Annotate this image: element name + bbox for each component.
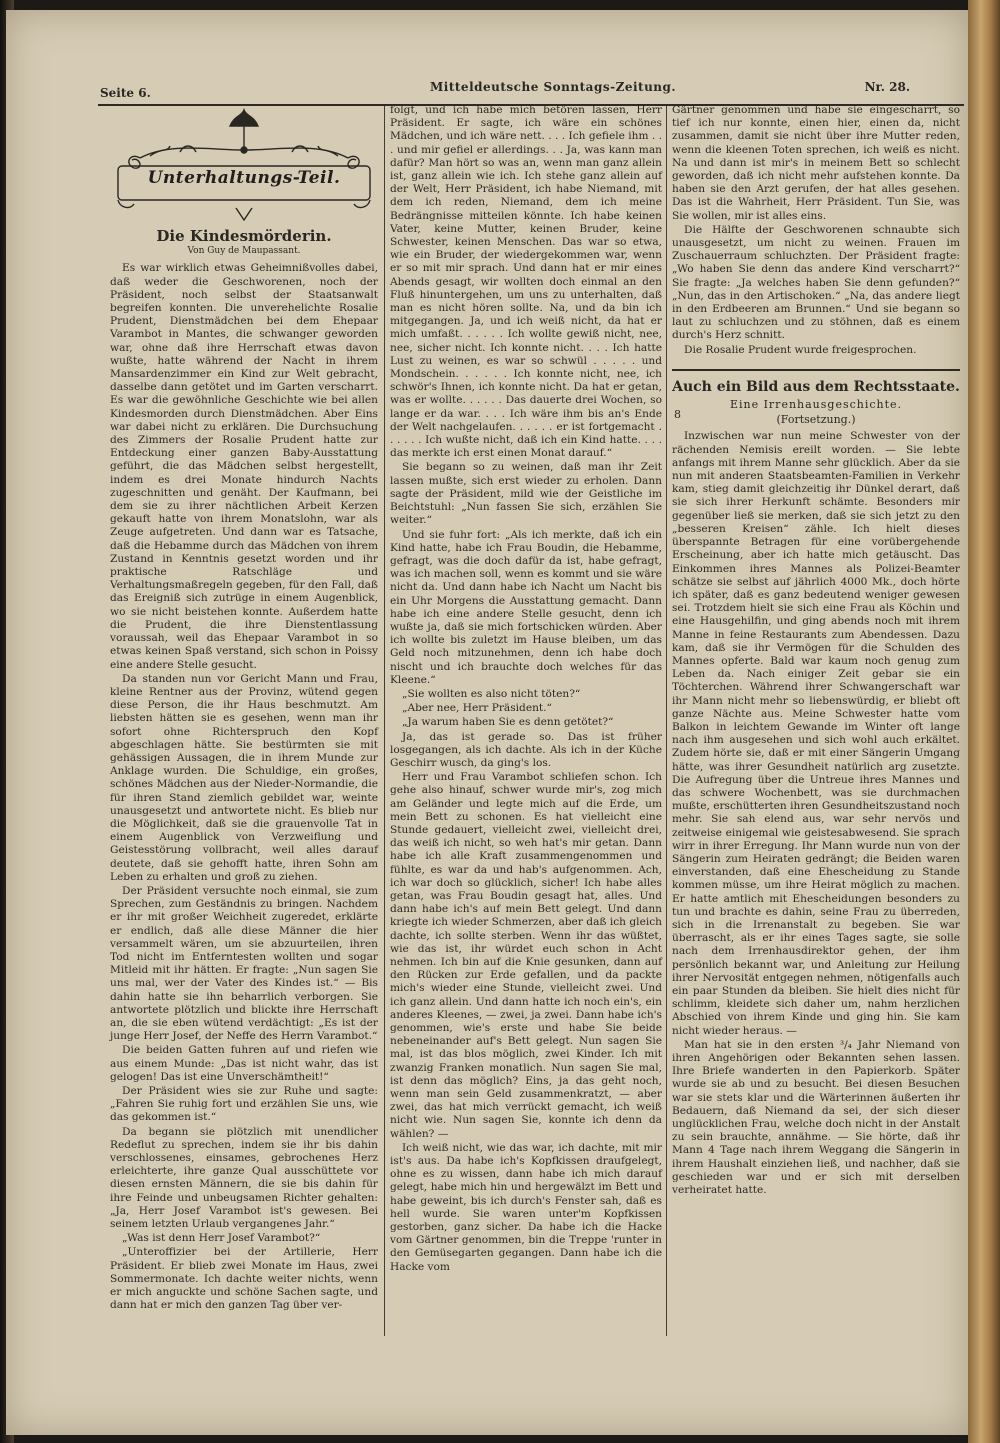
- paragraph: Da begann sie plötzlich mit unendlicher Redeflut zu sprechen, indem sie ihr bis dahin verschlossenes, einsames, gebrochenes Herz erleichterte, ihre ganze Qual ausschüttete vor diesen ernsten Männern, die sie bis dahin für ihre Feinde und unbeugsamen Richter gehalten: „Ja, Herr Josef Varambot ist's gewesen. Bei seinem letzten Urlaub vergangenes Jahr.“: [110, 1125, 378, 1231]
- paragraph: Ja, das ist gerade so. Das ist früher losgegangen, als ich dachte. Als ich in der Küche Geschirr wusch, da ging's los.: [390, 730, 662, 769]
- paragraph: „Was ist denn Herr Josef Varambot?“: [122, 1232, 321, 1245]
- column-divider: [666, 106, 667, 1336]
- paragraph: Inzwischen war nun meine Schwester von der rächenden Nemisis ereilt worden. — Sie lebte anfangs mit ihrem Manne sehr glücklich. Aber da sie nun mit anderen Staatsbeamten-Familien in Verkehr kam, stieg damit gleichzeitig ihr Dünkel derart, daß sie sich ihrer Herkunft schämte. Besonders mir gegenüber ließ sie merken, daß sie sich jetzt zu den „besseren Kreisen“ zähle. Ich hielt dieses überspannte Betragen für eine vorübergehende Erscheinung, aber ich hatte mich getäuscht. Das Einkommen ihres Mannes als Polizei-Beamter schätze sie selbst auf jährlich 4000 Mk., doch hörte ich später, daß es ganz bedeutend weniger gewesen sei. Trotzdem hielt sie sich eine Frau als Köchin und eine Hausgehilfin, und ging abends noch mit ihrem Manne in feine Restaurants zum Abendessen. Dazu kam, daß sie ihr Vermögen für die Schulden des Mannes opferte. Bald war kaum noch genug zum Leben da. Nach einiger Zeit gebar sie ein Töchterchen. Während ihrer Schwangerschaft war ihr Mann nicht mehr so liebenswürdig, er bliebt oft ganze Nächte aus. Meine Schwester hatte vom Balkon in leichtem Gewande im Winter oft lange nach ihm ausgesehen und sich wohl auch erkältet. Zudem hörte sie, daß er mit einer Sängerin Umgang hätte, was ihrer Gesundheit natürlich arg zusetzte. Die Aufregung über die Untreue ihres Mannes und das schwere Wochenbett, was sie durchmachen mußte, erschütterten ihren Gesundheitszustand noch mehr. Sie sah elend aus, war sehr nervös und zeitweise einigemal wie geistesabwesend. Sie sprach wirr in ihrer Erregung. Ihr Mann wurde nun von der Sängerin zum Heiraten gedrängt; die Beiden waren einverstanden, daß eine Ehescheidung zu Stande kommen müsse, um ihre Heirat möglich zu machen. Er hatte amtlich mit Ehescheidungen besonders zu tun und brachte es dahin, seine Frau zu überreden, sich in die Irrenanstalt zu begeben. Sie war überrascht, als er ihr eines Tages sagte, sie solle nach dem Irrenhausdirektor gehen, der ihm persönlich bekannt war, und Anleitung zur Heilung ihrer Nervosität entgegen nehmen, nötigenfalls auch ein paar Stunden da bleiben. Sie hielt dies nicht für schlimm, kleidete sich daher um, nahm herzlichen Abschied von ihrem Kinde und ging hin. Sie kam nicht wieder heraus. —: [672, 430, 960, 1037]
- paragraph: „Ja warum haben Sie es denn getötet?“: [402, 716, 614, 729]
- issue-number: Nr. 28.: [864, 80, 910, 94]
- column-2: [390, 104, 662, 1275]
- article-separator: [672, 369, 960, 371]
- newspaper-title: Mitteldeutsche Sonntags-Zeitung.: [430, 80, 677, 94]
- article-title: Auch ein Bild aus dem Rechtsstaate.: [672, 378, 960, 395]
- article-byline: Von Guy de Maupassant.: [187, 246, 301, 257]
- paragraph: Und sie fuhr fort: „Als ich merkte, daß ich ein Kind hatte, habe ich Frau Boudin, die Hebamme, gefragt, was die doch dafür da ist, habe gefragt, was ich machen soll, wenn es kommt und sie wäre nicht da. Und dann habe ich Nacht um Nacht bis ein Uhr Morgens die Ausstattung gemacht. Dann habe ich eine andere Stelle gesucht, denn ich wußte ja, daß sie mich fortschicken würden. Aber ich wollte bis zuletzt im Hause bleiben, um das Geld noch mitzunehmen, denn ich habe doch nischt und ich brauchte doch welches für das Kleene.“: [390, 528, 662, 686]
- paragraph: Man hat sie in den ersten ³/₄ Jahr Niemand von ihren Angehörigen oder Bekannten sehen lassen. Ihre Briefe wanderten in den Papierkorb. Später wurde sie ab und zu besucht. Bei diesen Besuchen war sie stets klar und die Wärterinnen äußerten ihr Bedauern, daß Niemand da sei, der sich dieser unglücklichen Frau, welche doch nicht in der Anstalt zu sein brauchte, annähme. — Sie hörte, daß ihr Mann 4 Tage nach ihrem Weggang die Sängerin in ihrem Haushalt einziehen ließ, und nachher, daß sie geschieden war und er sich mit derselben verheiratet hatte.: [672, 1038, 960, 1197]
- paragraph: Es war wirklich etwas Geheimnißvolles dabei, daß weder die Geschworenen, noch der Präsident, noch selbst der Staatsanwalt begreifen konnten. Die unverehelichte Rosalie Prudent, Dienstmädchen bei dem Ehepaar Varambot in Mantes, die schwanger geworden war, ohne daß ihre Herrschaft etwas davon wußte, hatte während der Nacht in ihrem Mansardenzimmer ein Kind zur Welt gebracht, dasselbe dann getötet und im Garten verscharrt. Es war die gewöhnliche Geschichte wie bei allen Kindesmorden durch Dienstmädchen. Aber Eins war dabei nicht zu erklären. Die Durchsuchung des Zimmers der Rosalie Prudent hatte zur Entdeckung einer ganzen Baby-Ausstattung geführt, die das Mädchen selbst hergestellt, indem es drei Monate hindurch Nachts zugeschnitten und genäht. Der Kaufmann, bei dem sie zu ihrer nächtlichen Arbeit Kerzen gekauft hatte von ihrem Monatslohn, war als Zeuge aufgetreten. Und dann war es Tatsache, daß die Hebamme durch das Mädchen von ihrem Zustand in Kenntnis gesetzt worden und ihr praktische Ratschläge und Verhaltungsmaßregeln gegeben, für den Fall, daß das Ereigniß sich zutrüge in einem Augenblick, wo sie nicht beistehen konnte. Außerdem hatte die Prudent, die ihre Dienstentlassung voraussah, weil das Ehepaar Varambot in so etwas keinen Spaß verstand, sich schon in Poissy eine andere Stelle gesucht.: [110, 262, 378, 671]
- column-3: [672, 104, 960, 1198]
- paragraph: „Unteroffizier bei der Artillerie, Herr Präsident. Er blieb zwei Monate im Haus, zwei Sommermonate. Ich dachte weiter nichts, wenn er mich anguckte und schöne Sachen sagte, und dann hat er mich den ganzen Tag über ver-: [110, 1246, 378, 1312]
- page-number: Seite 6.: [100, 86, 151, 100]
- paragraph: Gärtner genommen und habe sie eingescharrt, so tief ich nur konnte, einen hier, einen da, nicht zusammen, damit sie nicht über ihre Mutter reden, wenn die kleenen Toten sprechen, ich weiß es nicht. Na und dann ist mir's in meinem Bett so schlecht geworden, daß ich nicht mehr aufstehen konnte. Da haben sie den Arzt gerufen, der hat alles gesehen. Das ist die Wahrheit, Herr Präsident. Tun Sie, was Sie wollen, mir ist alles eins.: [672, 104, 960, 222]
- paragraph: Sie begann so zu weinen, daß man ihr Zeit lassen mußte, sich erst wieder zu erholen. Dann sagte der Präsident, mild wie der Geistliche im Beichtstuhl: „Nun fassen Sie sich, erzählen Sie weiter.“: [390, 461, 662, 527]
- paragraph: „Aber nee, Herr Präsident.“: [402, 702, 552, 715]
- installment-number: 8: [674, 408, 682, 422]
- ornament-frame-icon: [110, 108, 378, 224]
- paragraph: Die beiden Gatten fuhren auf und riefen wie aus einem Munde: „Das ist nicht wahr, das ist gelogen! Das ist eine Unverschämtheit!“: [110, 1044, 378, 1083]
- column-1: [110, 108, 378, 1313]
- book-edge: [968, 0, 1000, 1443]
- paragraph: Der Präsident versuchte noch einmal, sie zum Sprechen, zum Geständnis zu bringen. Nachdem er ihr mit großer Weichheit zugeredet, erklärte er endlich, daß alle diese Männer die hier versammelt wären, um sie abzuurteilen, ihren Tod nicht im Entferntesten wollten und sogar Mitleid mit ihr hätten. Er fragte: „Nun sagen Sie uns mal, wer der Vater des Kindes ist.“ — Bis dahin hatte sie ihn beharrlich verborgen. Sie antwortete plötzlich und blickte ihre Herrschaft an, die sie eben wütend verdächtigt: „Es ist der junge Herr Josef, der Neffe des Herrn Varambot.“: [110, 884, 378, 1043]
- continued-label: (Fortsetzung.): [776, 413, 856, 427]
- section-title: Unterhaltungs-Teil.: [147, 168, 341, 188]
- paragraph: Die Rosalie Prudent wurde freigesprochen.: [684, 343, 917, 356]
- subtitle-text: Eine Irrenhausgeschichte.: [729, 398, 903, 412]
- paragraph: Ich weiß nicht, wie das war, ich dachte, mit mir ist's aus. Da habe ich's Kopfkissen draufgelegt, ohne es zu wissen, dann habe ich mich darauf gelegt, habe mich hin und hergewälzt im Bett und habe geweint, bis ich durch's Fenster sah, daß es hell wurde. Sie waren unter'm Kopfkissen gestorben, ganz sicher. Da habe ich die Hacke vom Gärtner genommen, bin die Treppe 'runter in den Gemüsegarten gegangen. Dann habe ich die Hacke vom: [390, 1141, 662, 1273]
- page-header: [100, 80, 910, 104]
- paragraph: Die Hälfte der Geschworenen schnaubte sich unausgesetzt, um nicht zu weinen. Frauen im Zuschauerraum schluchzten. Der Präsident fragte: „Wo haben Sie denn das andere Kind verscharrt?“ Sie fragte: „Ja welches haben Sie denn gefunden?“ „Nun, das in den Artischoken.“ „Na, das andere liegt in den Erdbeeren am Brunnen.“ Und sie begann so laut zu schluchzen und zu stöhnen, daß es einem durch's Herz schnitt.: [672, 223, 960, 342]
- paragraph: folgt, und ich habe mich betören lassen, Herr Präsident. Er sagte, ich wäre ein schönes Mädchen, und ich wäre nett. . . . Ich gefiele ihm . . . und mir gefiel er allerdings. . . Ja, was kann man dafür? Man hört so was an, wenn man ganz allein ist, ganz allein wie ich. Ich stehe ganz allein auf der Welt, Herr Präsident, ich habe Niemand, mit dem ich reden, Niemand, dem ich meine Bedrängnisse mitteilen könnte. Ich habe keinen Vater, keine Mutter, keinen Bruder, keine Schwester, keinen Menschen. Das war so etwa, wie ein Bruder, der wiedergekommen war, wenn er so mit mir sprach. Und dann hat er mir eines Abends gesagt, wir wollten doch einmal an den Fluß hinuntergehen, um uns zu unterhalten, daß man es nicht hören sollte. Na, und da bin ich mitgegangen. Ja, und ich weiß nicht, da hat er mich umfaßt. . . . . . Ich wollte gewiß nicht, nee, nee, sicher nicht. Ich konnte nicht. . . . Ich hatte Lust zu weinen, es war so schwül . . . . . und Mondschein. . . . . . Ich konnte nicht, nee, ich schwör's Ihnen, ich konnte nicht. Da hat er getan, was er wollte. . . . . . Das dauerte drei Wochen, so lange er da war. . . . Ich wäre ihm bis an's Ende der Welt nachgelaufen. . . . . . er ist fortgemacht . . . . . . Ich wußte nicht, daß ich ein Kind hatte. . . . das merkte ich erst einen Monat darauf.“: [390, 104, 662, 460]
- article-title: Die Kindesmörderin.: [156, 227, 332, 245]
- paragraph: Herr und Frau Varambot schliefen schon. Ich gehe also hinauf, schwer wurde mir's, zog mich am Geländer und legte mich auf die Erde, um mein Bett zu schonen. Es hat vielleicht eine Stunde gedauert, vielleicht zwei, vielleicht drei, das weiß ich nicht, so weh hat's mir getan. Dann habe ich alle Kraft zusammengenommen und fühlte, es war da und hab's aufgenommen. Ach, ich war doch so glücklich, sicher! Ich habe alles getan, was Frau Boudin gesagt hat, alles. Und dann habe ich's auf mein Bett gelegt. Und dann kriegte ich wieder Schmerzen, aber daß ich gleich dachte, ich sollte sterben. Wenn ihr das wüßtet, wie das ist, ihr würdet euch schon in Acht nehmen. Ich bin auf die Knie gesunken, dann auf den Rücken zur Erde gefallen, und da packte mich's wieder eine Stunde, vielleicht zwei. Und ich ganz allein. Und dann hatte ich noch ein's, ein anderes Kleenes, — zwei, ja zwei. Dann habe ich's genommen, wie's erste und habe Sie beide nebeneinander auf's Bett gelegt. Nun sagen Sie mal, ist das blos möglich, zwei Kinder. Ich mit zwanzig Franken monatlich. Nun sagen Sie mal, ist denn das möglich? Eins, ja das geht noch, wenn man sein Geld zusammenkratzt, — aber zwei, das hat mich verrückt gemacht, ich weiß nicht wie. Nun sagen Sie, konnte ich denn da wählen? —: [390, 771, 662, 1140]
- section-banner: [110, 108, 378, 224]
- paragraph: Da standen nun vor Gericht Mann und Frau, kleine Rentner aus der Provinz, wütend gegen diese Person, die ihr Haus beschmutzt. Am liebsten hätten sie es gesehen, wenn man ihr sofort ohne Richterspruch den Kopf abgeschlagen hätte. Sie bestürmten sie mit gehässigen Aussagen, die in ihrem Munde zur Anklage wurden. Die Schuldige, ein großes, schönes Mädchen aus der Nieder-Normandie, die für ihren Stand ziemlich gebildet war, weinte unausgesetzt und antwortete nicht. Es blieb nur die Möglichkeit, daß sie die grauenvolle Tat in einem Augenblick von Verzweiflung und Geistesstörung vollbracht, weil alles darauf deutete, daß sie gehofft hatte, ihren Sohn am Leben zu erhalten und groß zu ziehen.: [110, 672, 378, 883]
- paragraph: Der Präsident wies sie zur Ruhe und sagte: „Fahren Sie ruhig fort und erzählen Sie uns, wie das gekommen ist.“: [110, 1085, 378, 1124]
- paragraph: „Sie wollten es also nicht töten?“: [402, 687, 581, 700]
- column-divider: [384, 106, 385, 1336]
